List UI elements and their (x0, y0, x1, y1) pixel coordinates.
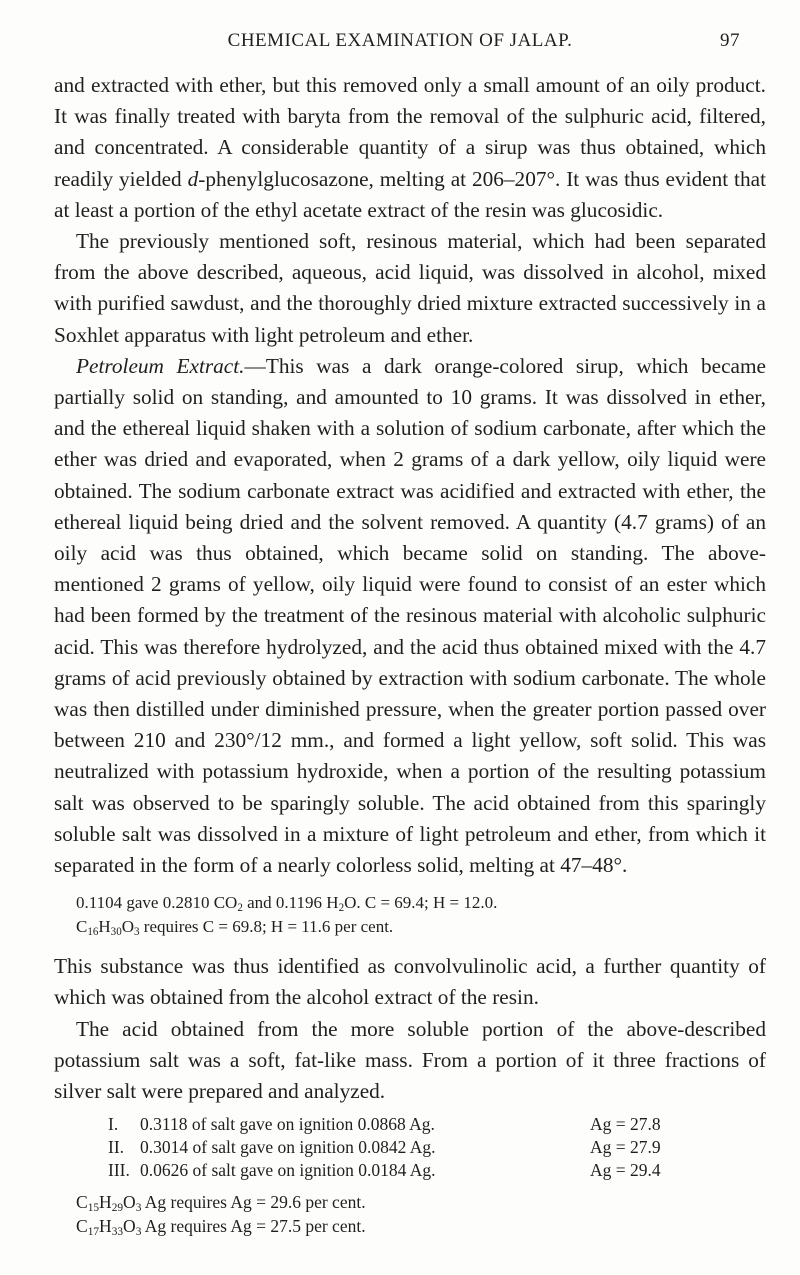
body-text (54, 70, 766, 1238)
running-title: CHEMICAL EXAMINATION OF JALAP. (227, 30, 573, 51)
req-2-a: C (76, 1216, 88, 1237)
analysis-line-2-c: O (121, 917, 134, 937)
analysis-line-2-b: H (98, 917, 111, 937)
req-1-c: O (123, 1192, 136, 1213)
paragraph-5: The acid obtained from the more soluble portion of the above-described potassium salt was a soft, fat-like mass. From a portion of it three fractions of silver salt were prepared and analyzed. (54, 1016, 766, 1104)
silver-row (108, 1113, 766, 1136)
running-header (0, 30, 800, 60)
page-number: 97 (720, 30, 740, 51)
silver-row-num: II. (108, 1137, 125, 1158)
analysis-line-1-c: O. C = 69.4; H = 12.0. (344, 893, 498, 913)
analysis-line-2 (76, 915, 766, 939)
silver-row-desc: 0.0626 of salt gave on ignition 0.0184 Ag. (140, 1160, 436, 1181)
analysis-line-1-sub2: 2 (338, 902, 345, 915)
req-1-sub1: 15 (87, 1202, 100, 1215)
req-1-sub2: 29 (111, 1202, 124, 1215)
paragraph-1-text-a: and extracted with ether, but this removed only a small amount of an oily product. It was finally treated with baryta from the removal of the sulphuric acid, filtered, and concentrated. A considerable quantity of a sirup was thus obtained, which readily yielded (54, 73, 766, 191)
petroleum-extract-heading: Petroleum Extract. (76, 353, 245, 378)
silver-row-num: III. (108, 1160, 130, 1181)
silver-row-desc: 0.3014 of salt gave on ignition 0.0842 Ag. (140, 1137, 436, 1158)
combustion-analysis (54, 891, 766, 939)
req-2-c: O (123, 1216, 136, 1237)
analysis-line-1-sub1: 2 (237, 902, 243, 915)
silver-row-result: Ag = 27.8 (590, 1114, 661, 1135)
silver-row-num: I. (108, 1114, 119, 1135)
req-1-sub3: 3 (135, 1202, 142, 1215)
silver-row-result: Ag = 29.4 (590, 1160, 661, 1181)
req-2-d: Ag requires Ag = 27.5 per cent. (141, 1216, 366, 1237)
req-1-a: C (76, 1192, 88, 1213)
analysis-line-2-d: requires C = 69.8; H = 11.6 per cent. (139, 917, 394, 937)
req-2-b: H (99, 1216, 112, 1237)
analysis-line-1-a: 0.1104 gave 0.2810 CO (76, 893, 238, 913)
silver-row-result: Ag = 27.9 (590, 1137, 661, 1158)
silver-row (108, 1159, 766, 1182)
requirement-2 (76, 1214, 766, 1238)
silver-salt-analyses (54, 1113, 766, 1182)
analysis-line-2-sub1: 16 (87, 926, 99, 939)
analysis-line-1 (76, 891, 766, 915)
d-prefix: d (187, 166, 199, 191)
paragraph-2: The previously mentioned soft, resinous material, which had been separated from the above described, aqueous, acid liquid, was dissolved in alcohol, mixed with purified sawdust, and the thoroughly dried mixture extracted successively in a Soxhlet apparatus with light petroleum and ether. (54, 229, 766, 347)
req-2-sub3: 3 (135, 1226, 142, 1239)
req-2-sub1: 17 (87, 1226, 100, 1239)
paragraph-4: This substance was thus identified as convolvulinolic acid, a further quantity of which was obtained from the alcohol extract of the resin. (54, 954, 766, 1010)
silver-row-desc: 0.3118 of salt gave on ignition 0.0868 Ag. (140, 1114, 435, 1135)
paragraph-1 (54, 70, 766, 226)
req-1-d: Ag requires Ag = 29.6 per cent. (141, 1192, 366, 1213)
paragraph-3 (54, 351, 766, 881)
analysis-line-1-b: and 0.1196 H (242, 893, 339, 913)
analysis-line-2-sub2: 30 (110, 926, 122, 939)
req-1-b: H (99, 1192, 112, 1213)
req-2-sub2: 33 (111, 1226, 124, 1239)
analysis-line-2-sub3: 3 (134, 926, 140, 939)
analysis-line-2-a: C (76, 917, 88, 937)
paragraph-3-text: —This was a dark orange-colored sirup, which became partially solid on standing, and amounted to 10 grams. It was dissolved in ether, and the ethereal liquid shaken with a solution of sodium carbonate, after which the ether was dried and evaporated, when 2 grams of a dark yellow, oily liquid were obtained. The sodium carbonate extract was acidified and extracted with ether, the ethereal liquid being dried and the solvent removed. A quantity (4.7 grams) of an oily acid was thus obtained, which became solid on standing. The above-mentioned 2 grams of yellow, oily liquid were found to consist of an ester which had been formed by the treatment of the resinous material with alcoholic sulphuric acid. This was therefore hydrolyzed, and the acid thus obtained mixed with the 4.7 grams of acid previously obtained by extraction with sodium carbonate. The whole was then distilled under diminished pressure, when the greater portion passed over between 210 and 230°/12 mm., and formed a light yellow, soft solid. This was neutralized with potassium hydroxide, when a portion of the resulting potassium salt was observed to be sparingly soluble. The acid obtained from this sparingly soluble salt was dissolved in a mixture of light petroleum and ether, from which it separated in the form of a nearly colorless solid, melting at 47–48°. (54, 353, 766, 878)
silver-row (108, 1136, 766, 1159)
requirement-1 (76, 1190, 766, 1214)
silver-requirements (54, 1190, 766, 1238)
paragraph-1-text-b: -phenylglucosazone, melting at 206–207°. It was thus evident that at least a portion of the ethyl acetate extract of the resin was glucosidic. (54, 166, 766, 222)
